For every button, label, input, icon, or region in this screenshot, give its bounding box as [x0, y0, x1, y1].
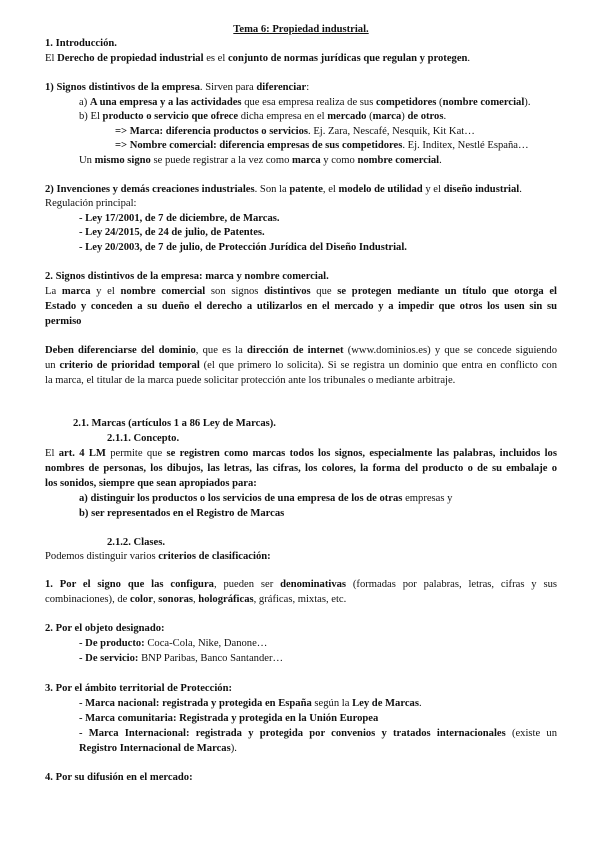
marca-nacional: - Marca nacional: registrada y protegida en España según la Ley de Marcas.: [79, 698, 422, 709]
criterio-2-item-producto: - De producto: Coca-Cola, Nike, Danone…: [79, 638, 268, 649]
marca-internacional-line-2: Registro Internacional de Marcas).: [79, 743, 237, 754]
criterio-1-line-1: 1. Por el signo que las configura, pueden ser denominativas (formadas por palabras, letras, cifras y sus: [45, 579, 557, 590]
section-2-1-1-heading: 2.1.1. Concepto.: [107, 433, 180, 444]
marca-internacional-line-1: - Marca Internacional: registrada y protegida por convenios y tratados internacionales (existe un: [79, 728, 557, 739]
criterio-2-item-servicio: - De servicio: BNP Paribas, Banco Santander…: [79, 653, 284, 664]
section-1-heading: 1. Introducción.: [45, 38, 117, 49]
section-2-para-1-line-3: permiso: [45, 316, 82, 327]
invenciones-heading: 2) Invenciones y demás creaciones industriales. Son la patente, el modelo de utilidad y el diseño industrial.: [45, 184, 522, 195]
concepto-item-b: b) ser representados en el Registro de Marcas: [79, 508, 285, 519]
section-2-para-2-line-2: un criterio de prioridad temporal (el que primero lo solicita). Si se registra un dominio que entra en conflicto con: [45, 360, 558, 371]
section-2-1-heading: 2.1. Marcas (artículos 1 a 86 Ley de Marcas).: [73, 418, 276, 429]
mismo-signo-note: Un mismo signo se puede registrar a la vez como marca y como nombre comercial.: [79, 155, 442, 166]
section-2-para-2-line-1: Deben diferenciarse del dominio, que es la dirección de internet (www.dominios.es) y que se concede siguiendo: [45, 345, 557, 356]
law-item: - Ley 17/2001, de 7 de diciembre, de Marcas.: [79, 213, 280, 224]
criterio-3-heading: 3. Por el ámbito territorial de Protección:: [45, 683, 232, 694]
section-2-para-1-line-2: Estado y conceden a su dueño el derecho a utilizarlos en el mercado y a impedir que otros los usen sin su: [45, 301, 557, 312]
signos-item-b: b) El producto o servicio que ofrece dicha empresa en el mercado (marca) de otros.: [79, 111, 447, 122]
section-2-heading: 2. Signos distintivos de la empresa: marca y nombre comercial.: [45, 271, 329, 282]
arrow-nombre-comercial: => Nombre comercial: diferencia empresas de sus competidores. Ej. Inditex, Nestlé España…: [115, 140, 529, 151]
section-2-1-2-heading: 2.1.2. Clases.: [107, 537, 165, 548]
criterio-4-heading: 4. Por su difusión en el mercado:: [45, 772, 193, 783]
concepto-line-3: los sonidos, siempre que sean apropiados para:: [45, 478, 257, 489]
concepto-item-a: a) distinguir los productos o los servicios de una empresa de los de otras empresas y: [79, 493, 453, 504]
law-item: - Ley 24/2015, de 24 de julio, de Patentes.: [79, 227, 265, 238]
signos-heading: 1) Signos distintivos de la empresa. Sirven para diferenciar:: [45, 82, 310, 93]
page-title: Tema 6: Propiedad industrial.: [233, 24, 369, 35]
section-2-para-1-line-1: La marca y el nombre comercial son signos distintivos que se protegen mediante un título que otorga el: [45, 286, 557, 297]
signos-item-a: a) A una empresa y a las actividades que esa empresa realiza de sus competidores (nombre comercial).: [79, 97, 531, 108]
clases-intro: Podemos distinguir varios criterios de clasificación:: [45, 551, 271, 562]
concepto-line-2: nombres de personas, los dibujos, las letras, las cifras, los colores, la forma del producto o de su embalaje o: [45, 463, 557, 474]
concepto-line-1: El art. 4 LM permite que se registren como marcas todos los signos, especialmente las palabras, incluidos los: [45, 448, 557, 459]
criterio-1-line-2: combinaciones), de color, sonoras, holográficas, gráficas, mixtas, etc.: [45, 594, 347, 605]
section-1-intro: El Derecho de propiedad industrial es el conjunto de normas jurídicas que regulan y protegen.: [45, 53, 471, 64]
section-2-para-2-line-3: la marca, el titular de la marca puede solicitar protección ante los tribunales o mediante arbitraje.: [45, 375, 456, 386]
law-item: - Ley 20/2003, de 7 de julio, de Protección Jurídica del Diseño Industrial.: [79, 242, 407, 253]
criterio-2-heading: 2. Por el objeto designado:: [45, 623, 165, 634]
arrow-marca: => Marca: diferencia productos o servicios. Ej. Zara, Nescafé, Nesquik, Kit Kat…: [115, 126, 475, 137]
regulacion-label: Regulación principal:: [45, 198, 137, 209]
marca-comunitaria: - Marca comunitaria: Registrada y protegida en la Unión Europea: [79, 713, 379, 724]
